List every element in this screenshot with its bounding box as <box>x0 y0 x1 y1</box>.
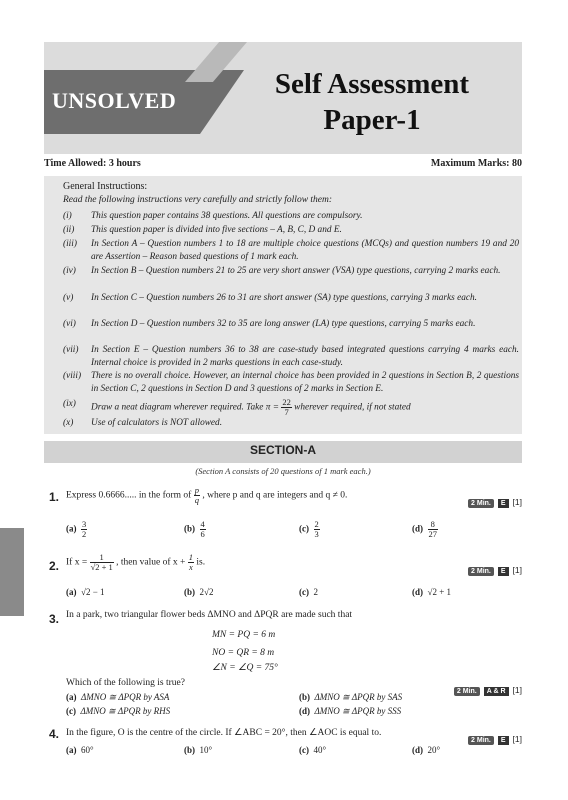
option-text: 10° <box>199 745 213 755</box>
option-label: (d) <box>412 587 423 597</box>
instruction-text-b: wherever required, if not stated <box>294 402 411 413</box>
fraction-numerator: p <box>194 485 199 495</box>
option-d <box>412 745 440 755</box>
marks: [1] <box>512 685 522 695</box>
instruction-number: (ii) <box>63 225 75 235</box>
time-badge: 2 Min. <box>468 736 494 745</box>
instruction-number: (ix) <box>63 399 76 409</box>
question-text <box>66 486 347 505</box>
time-badge: 2 Min. <box>468 499 494 508</box>
question-number <box>49 557 59 575</box>
fraction-numerator: 8 <box>428 520 439 530</box>
page-title <box>232 66 512 138</box>
equation-line: ∠N = ∠Q = 75° <box>212 663 278 673</box>
fraction-numerator: 1 <box>188 552 193 562</box>
option-text: 20° <box>427 745 441 755</box>
option-fraction <box>428 520 439 539</box>
question-text-c: is. <box>196 557 206 568</box>
instruction-text-pi <box>91 398 519 417</box>
equation-line: NO = QR = 8 m <box>212 648 275 658</box>
fraction-x <box>90 553 114 572</box>
instruction-text: In Section E – Question numbers 36 to 38 are case-study based integrated questions carrying 4 marks each. Internal choice is provided in 2 marks questions in each case-study. <box>91 345 519 368</box>
equation-line: MN = PQ = 6 m <box>212 630 276 640</box>
question-num: 3. <box>49 612 60 626</box>
option-d <box>412 520 438 539</box>
question-text-b: , where p and q are integers and q ≠ 0. <box>202 490 348 501</box>
instruction-number: (iv) <box>63 266 76 276</box>
instruction-text: There is no overall choice. However, an internal choice has been provided in 2 questions in Section B, 2 questions in Section C, 2 questions in Section D and 3 questions of 2 marks in Section E. <box>91 371 519 394</box>
fraction-numerator: 2 <box>314 519 319 529</box>
question-text-a: Express 0.6666..... in the form of <box>66 490 192 501</box>
question-text-a: If x = <box>66 557 88 568</box>
instruction-number: (viii) <box>63 371 82 381</box>
instruction-text: In Section B – Question numbers 21 to 25 are very short answer (VSA) type questions, carrying 2 marks each. <box>91 266 501 276</box>
question-tags <box>468 492 522 510</box>
fraction-denominator: q <box>194 495 199 505</box>
section-subtitle: (Section A consists of 20 questions of 1 mark each.) <box>195 466 371 476</box>
option-b <box>184 745 212 755</box>
marks: [1] <box>512 497 522 507</box>
option-label: (b) <box>184 745 195 755</box>
option-label: (c) <box>299 523 309 534</box>
option-text: ΔMNO ≅ ΔPQR by SSS <box>314 706 402 716</box>
option-text: ΔMNO ≅ ΔPQR by SAS <box>314 692 403 702</box>
title-line-2: Paper-1 <box>323 104 421 136</box>
fraction-numerator: 4 <box>200 519 205 529</box>
level-badge: A & R <box>484 687 509 696</box>
question-num: 2. <box>49 559 60 573</box>
option-label: (b) <box>299 692 310 702</box>
option-a <box>66 587 105 597</box>
question-text-b: , then value of x + <box>116 557 186 568</box>
question-number <box>49 488 59 506</box>
maximum-marks: Maximum Marks: 80 <box>430 158 522 169</box>
option-label: (b) <box>184 523 195 534</box>
option-b <box>299 692 402 703</box>
marks: [1] <box>512 565 522 575</box>
fraction-denominator: x <box>188 562 193 572</box>
option-label: (a) <box>66 745 77 755</box>
option-label: (d) <box>299 706 310 716</box>
option-label: (d) <box>412 523 423 534</box>
option-text: √2 + 1 <box>427 587 452 597</box>
option-a <box>66 692 169 703</box>
question-text <box>66 553 205 572</box>
option-label: (b) <box>184 587 195 597</box>
instruction-number: (vii) <box>63 345 79 355</box>
instructions-intro: Read the following instructions very carefully and strictly follow them: <box>63 195 333 205</box>
question-number <box>49 725 59 743</box>
option-c <box>66 706 170 717</box>
option-fraction <box>200 520 206 539</box>
instruction-number: (iii) <box>63 239 77 249</box>
option-a <box>66 745 94 755</box>
time-badge: 2 Min. <box>468 567 494 576</box>
fraction-denominator: 3 <box>314 529 319 539</box>
fraction-22-7 <box>281 398 292 417</box>
option-text: √2 − 1 <box>81 587 105 597</box>
option-a <box>66 520 87 539</box>
option-d <box>299 706 401 717</box>
instructions-heading: General Instructions: <box>63 181 148 192</box>
option-b <box>184 520 206 539</box>
instruction-number: (x) <box>63 418 74 428</box>
marks: [1] <box>512 734 522 744</box>
side-tab <box>0 528 24 616</box>
option-label: (c) <box>299 745 309 755</box>
level-badge: E <box>498 736 509 745</box>
question-num: 4. <box>49 727 60 741</box>
fraction-p-q <box>194 486 200 505</box>
option-label: (c) <box>299 587 309 597</box>
fraction-denominator: 2 <box>82 529 87 539</box>
instruction-text: In Section D – Question numbers 32 to 35 are long answer (LA) type questions, carrying 5 marks each. <box>91 319 476 329</box>
option-c <box>299 587 318 597</box>
instruction-text: In Section C – Question numbers 26 to 31 are short answer (SA) type questions, carrying 3 marks each. <box>91 293 477 303</box>
fraction-1-x <box>188 553 194 572</box>
fraction-denominator: 7 <box>284 407 289 417</box>
fraction-numerator: 22 <box>282 397 291 407</box>
option-label: (a) <box>66 587 77 597</box>
fraction-denominator: 6 <box>200 529 205 539</box>
time-allowed: Time Allowed: 3 hours <box>44 158 141 169</box>
option-label: (a) <box>66 523 77 534</box>
option-text: ΔMNO ≅ ΔPQR by ASA <box>81 692 170 702</box>
time-badge: 2 Min. <box>454 687 480 696</box>
question-num: 1. <box>49 490 60 504</box>
instruction-text: This question paper is divided into five sections – A, B, C, D and E. <box>91 225 342 235</box>
fraction-numerator: 3 <box>82 519 87 529</box>
fraction-denominator: √2 + 1 <box>90 562 113 572</box>
question-prompt: Which of the following is true? <box>66 678 185 688</box>
instruction-text: This question paper contains 38 questions. All questions are compulsory. <box>91 211 363 221</box>
unsolved-label: UNSOLVED <box>52 88 177 113</box>
option-text: 2√2 <box>199 587 214 597</box>
option-b <box>184 587 213 597</box>
instruction-text: Use of calculators is NOT allowed. <box>91 418 223 428</box>
question-tags <box>454 680 522 698</box>
instruction-text-a: Draw a neat diagram wherever required. Take π = <box>91 402 279 413</box>
option-fraction <box>81 520 87 539</box>
option-c <box>299 745 326 755</box>
instruction-text: In Section A – Question numbers 1 to 18 are multiple choice questions (MCQs) and question numbers 19 and 20 are Assertion – Reason based questions of 1 mark each. <box>91 239 519 262</box>
question-text: In the figure, O is the centre of the circle. If ∠ABC = 20°, then ∠AOC is equal to. <box>66 728 382 738</box>
option-label: (c) <box>66 706 76 716</box>
level-badge: E <box>498 499 509 508</box>
title-line-1: Self Assessment <box>274 68 470 100</box>
option-label: (a) <box>66 692 77 702</box>
question-tags <box>468 560 522 578</box>
option-text: 60° <box>81 745 94 755</box>
fraction-denominator: 27 <box>428 529 437 539</box>
instruction-number: (i) <box>63 211 72 221</box>
level-badge: E <box>498 567 509 576</box>
question-tags <box>468 729 522 747</box>
question-number <box>49 610 59 628</box>
option-label: (d) <box>412 745 423 755</box>
section-title: SECTION-A <box>250 443 316 457</box>
option-text: 2 <box>313 587 318 597</box>
instruction-number: (vi) <box>63 319 76 329</box>
option-fraction <box>314 520 320 539</box>
option-c <box>299 520 320 539</box>
option-text: ΔMNO ≅ ΔPQR by RHS <box>80 706 171 716</box>
instruction-number: (v) <box>63 293 74 303</box>
fraction-numerator: 1 <box>90 553 114 563</box>
question-text: In a park, two triangular flower beds ΔMNO and ΔPQR are made such that <box>66 610 353 620</box>
option-text: 40° <box>313 745 327 755</box>
option-d <box>412 587 451 597</box>
